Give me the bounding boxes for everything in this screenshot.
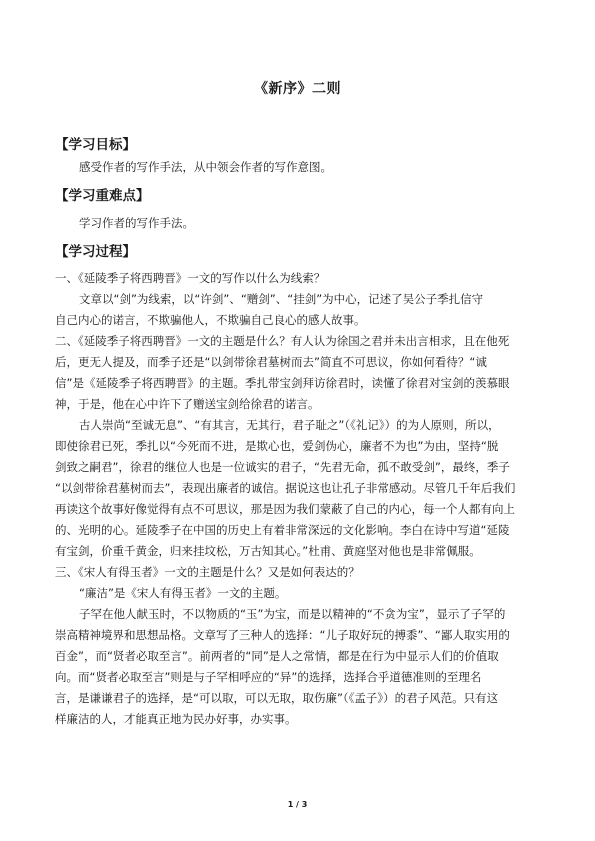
page-title: 《新序》二则 <box>254 81 341 97</box>
body-line: “以剑带徐君墓树而去”，表现出廉者的诚信。据说这也让孔子非常感动。尽管几千年后我们 <box>55 481 516 495</box>
goal-text-block <box>55 157 541 178</box>
body-text <box>55 268 541 730</box>
body-line: 样廉洁的人，才能真正地为民办好事，办实事。 <box>55 712 297 726</box>
goal-heading: 【学习目标】 <box>55 137 136 153</box>
key-points-heading: 【学习重难点】 <box>55 188 150 204</box>
body-line: “廉洁”是《宋人有得玉者》一文的主题。 <box>79 586 287 600</box>
body-line: 三、《宋人有得玉者》一文的主题是什么？又是如何表达的？ <box>55 565 360 579</box>
body-line: 神，于是，他在心中许下了赠送宝剑给徐君的诺言。 <box>55 397 320 411</box>
process-heading: 【学习过程】 <box>55 244 136 260</box>
body-line: 向。而“贤者必取至言”则是与子罕相呼应的“异”的选择，选择合乎道德准则的至理名 <box>55 670 482 684</box>
body-line: 的、光明的心。延陵季子在中国的历史上有着非常深远的文化影响。李白在诗中写道“延陵 <box>55 523 510 537</box>
body-line: 信”是《延陵季子将西聘晋》的主题。季扎带宝剑拜访徐君时，读懂了徐君对宝剑的羡慕眼 <box>55 376 510 390</box>
body-line: 自己内心的诺言，不欺骗他人，不欺骗自己良心的感人故事。 <box>55 313 366 327</box>
body-line: 百金”，而“贤者必取至言”。前两者的“同”是人之常情，都是在行为中显示人们的价值取 <box>55 649 499 663</box>
body-line: 言，是谦谦君子的选择，是“可以取，可以无取，取伤廉”（《孟子》）的君子风范。只有这 <box>55 691 499 705</box>
body-line: 子罕在他人献玉时，不以物质的“玉”为宝，而是以精神的“不贪为宝”，显示了子罕的 <box>79 607 506 621</box>
body-line: 后，更无人提及，而季子还是“以剑带徐君墓树而去”简直不可思议，你如何看待？“诚 <box>55 355 487 369</box>
page-number: 1 / 3 <box>287 800 308 809</box>
body-line: 剑致之嗣君”，徐君的继位人也是一位诚实的君子，“先君无命，孤不敢受剑”，最终，季子 <box>55 460 510 474</box>
key-text: 学习作者的写作手法。 <box>79 216 194 230</box>
body-line: 再读这个故事好像觉得有点不可思议，那是因为我们蒙蔽了自己的内心，每一个人都有向上 <box>55 502 515 516</box>
body-line: 崇高精神境界和思想品格。文章写了三种人的选择：“儿子取好玩的搏黍”、“鄙人取实用的 <box>55 628 510 642</box>
body-line: 古人崇尚“至诚无息”、“有其言，无其行，君子耻之”（《礼记》）的为人原则，所以， <box>79 418 500 432</box>
body-line: 一、《延陵季子将西聘晋》一文的写作以什么为线索？ <box>55 271 326 285</box>
body-line: 文章以“剑”为线索，以“许剑”、“赠剑”、“挂剑”为中心，记述了吴公子季扎信守 <box>79 292 484 306</box>
body-line: 有宝剑，价重千黄金，归来挂坟松，万古知其心。”杜甫、黄庭坚对他也是非常佩服。 <box>55 544 481 558</box>
body-line: 即使徐君已死，季扎以“今死而不进，是欺心也，爱剑伪心，廉者不为也”为由，坚持“脱 <box>55 439 499 453</box>
key-text-block <box>55 213 541 234</box>
body-line: 二、《延陵季子将西聘晋》一文的主题是什么？有人认为徐国之君并未出言相求，且在他死 <box>55 334 510 348</box>
goal-text: 感受作者的写作手法，从中领会作者的写作意图。 <box>79 160 332 174</box>
